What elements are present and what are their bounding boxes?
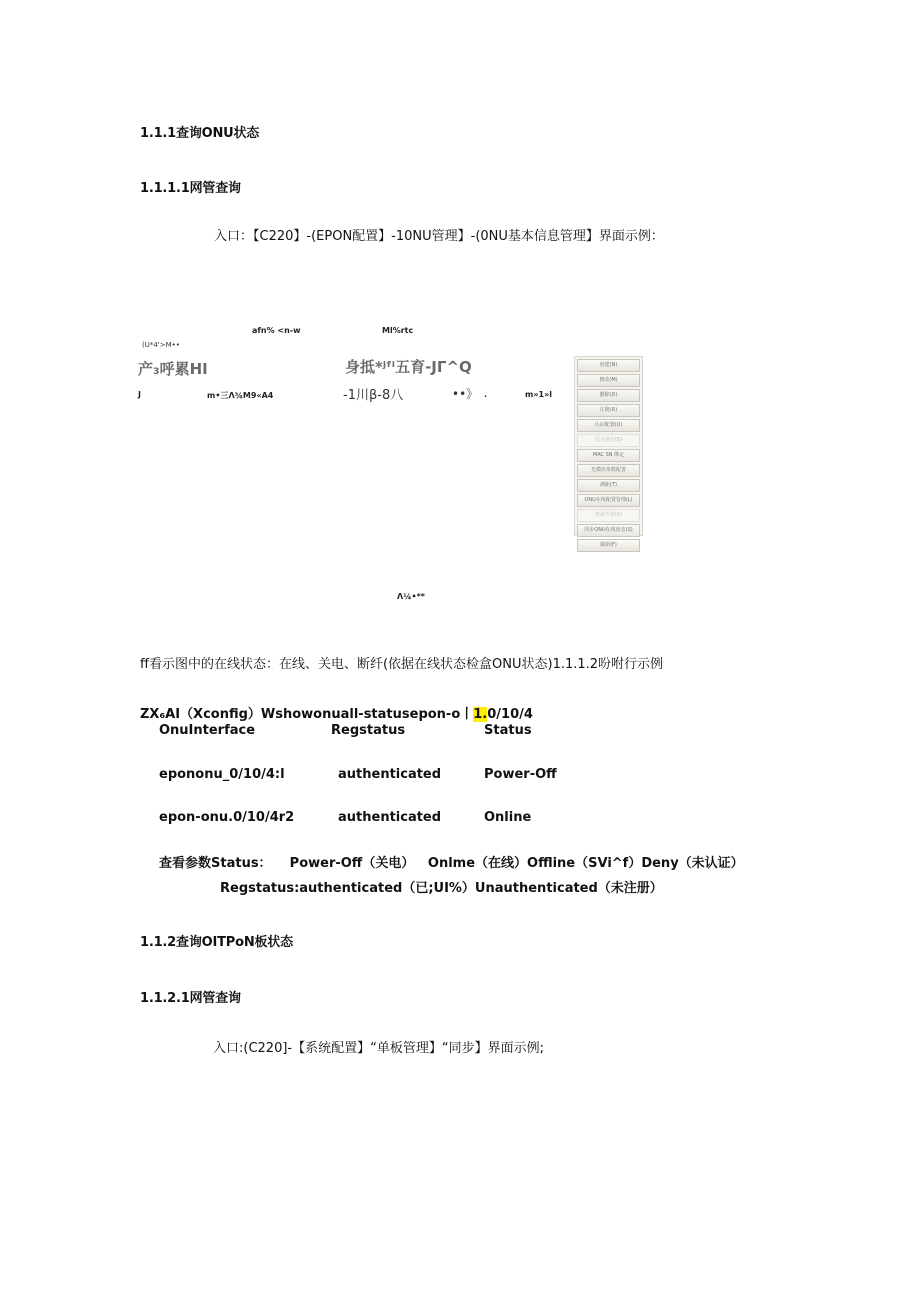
cli-highlight: 1. — [473, 707, 488, 722]
table-cell: authenticated — [338, 810, 442, 825]
entry-path-board: 入口:(C220]-【系统配置】“单板管理】“同步】界面示例; — [213, 1041, 544, 1056]
cli-command — [140, 703, 533, 722]
cli-args: 0/10/4 — [487, 707, 533, 722]
params-regstatus-line: Regstatus:authenticated（已;UI%）Unauthenticated（未注册） — [220, 881, 663, 896]
figure-label: . — [484, 390, 488, 399]
heading-1-1-1-1: 1.1.1.1网管查询 — [140, 181, 241, 196]
figure-label: 产₃呼累HI — [138, 360, 208, 378]
figure-label: 身抵*ʲᶠⁱ五育-JΓ^Q — [345, 358, 472, 376]
figure-label: -1川β-8八 — [343, 388, 404, 403]
entry-path-onu: 入口：【C220】-(EPON配置】-10NU管理】-(0NU基本信息管理】界面示例： — [214, 229, 664, 244]
table-cell: Power-Off — [484, 767, 557, 782]
menu-item-sync-status[interactable]: 同步ONU在线状态(S) — [577, 524, 640, 537]
figure-label: m»1»l — [525, 390, 552, 399]
figure-label: ••》 — [452, 387, 479, 401]
figure-label: Ml%rtc — [382, 326, 414, 335]
menu-item-create[interactable]: 创建(N) — [577, 359, 640, 372]
figure-label: afn% <n-w — [252, 326, 301, 335]
figure-label: J — [138, 390, 141, 399]
table-cell: Online — [484, 810, 532, 825]
menu-item-delete[interactable]: 删除(D) — [577, 389, 640, 402]
menu-item-modify[interactable]: 修改(M) — [577, 374, 640, 387]
menu-item-optical-config[interactable]: 光模块参数配置 — [577, 464, 640, 477]
table-cell: epononu_0/10/4:l — [159, 767, 285, 782]
menu-item-mac-sn-bind[interactable]: MAC SN 绑定 — [577, 449, 640, 462]
status-paragraph: ff看示图中的在线状态：在线、关电、断纤(依据在线状态检盒ONU状态)1.1.1.2吩咐行示例 — [140, 657, 664, 672]
heading-1-1-2: 1.1.2查询OITPoN板状态 — [140, 935, 293, 950]
table-header: Regstatus — [331, 723, 406, 738]
menu-item-refresh[interactable]: 刷新(F) — [577, 539, 640, 552]
table-header: Status — [484, 723, 532, 738]
heading-1-1-1: 1.1.1查询ONU状态 — [140, 126, 260, 141]
cli-prompt: ZX₆AI（Xconfig）Wshowonuall-statusepon-o丨 — [140, 707, 474, 722]
menu-item-auth-config[interactable]: 认证配置(U) — [577, 419, 640, 432]
table-cell: epon-onu.0/10/4r2 — [159, 810, 295, 825]
figure-caption: Λ¼•** — [397, 592, 425, 601]
menu-item-online-config[interactable]: ONU在线配置管理(L) — [577, 494, 640, 507]
figure-label: m•三Λ¾M9«A4 — [207, 391, 274, 400]
menu-item-ranging[interactable]: 测距(T) — [577, 479, 640, 492]
context-menu — [574, 356, 643, 548]
menu-item-register[interactable]: 注册(R) — [577, 404, 640, 417]
menu-item-set-backup[interactable]: 设为备份(B) — [577, 434, 640, 447]
figure-label: (U*4'>M•• — [142, 341, 180, 349]
table-header: OnuInterface — [159, 723, 256, 738]
menu-item-view-alarms[interactable]: 查看告警(A) — [577, 509, 640, 522]
params-status-line: 查看参数Status： Power-Off（关电） Onlme（在线）Offline（SVi^f）Deny（未认证） — [159, 856, 744, 871]
heading-1-1-2-1: 1.1.2.1网管查询 — [140, 991, 241, 1006]
table-cell: authenticated — [338, 767, 442, 782]
